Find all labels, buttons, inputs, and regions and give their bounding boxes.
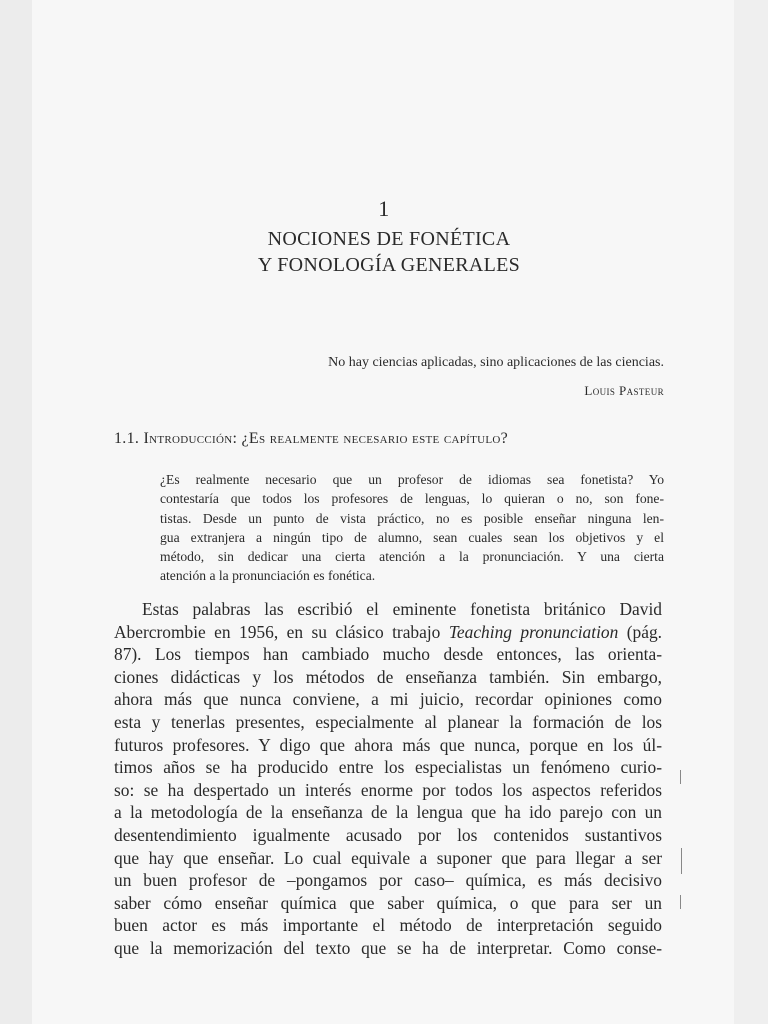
- body-line: 87). Los tiempos han cambiado mucho desde entonces, las orienta-: [114, 644, 662, 665]
- quote-line: atención a la pronunciación es fonética.: [160, 568, 376, 584]
- body-line: so: se ha despertado un interés enorme por todos los aspectos referidos: [114, 779, 662, 800]
- body-line: [114, 621, 662, 644]
- quote-line: gua extranjera a ningún tipo de alumno, sean cuales sean los objetivos y el: [160, 529, 664, 545]
- quote-line: tistas. Desde un punto de vista práctico, no es posible enseñar ninguna len-: [160, 510, 664, 526]
- epigraph-author: Louis Pasteur: [584, 383, 664, 398]
- body-paragraph: [114, 598, 662, 960]
- body-line: Estas palabras las escribió el eminente fonetista británico David: [142, 599, 662, 619]
- quote-line: contestaría que todos los profesores de lenguas, lo quieran o no, son fone-: [160, 491, 664, 507]
- chapter-title-line: NOCIONES DE FONÉTICA: [267, 228, 511, 250]
- block-quote: [160, 470, 664, 586]
- body-line: saber cómo enseñar química que saber química, o que para ser un: [114, 892, 662, 913]
- body-line: desentendimiento igualmente acusado por los contenidos sustantivos: [114, 824, 662, 845]
- body-line: un buen profesor de –pongamos por caso– química, es más decisivo: [114, 870, 662, 891]
- margin-scan-mark: [681, 848, 682, 874]
- body-line: ahora más que nunca conviene, a mi juicio, recordar opiniones como: [114, 689, 662, 710]
- margin-scan-mark: [680, 770, 681, 784]
- quote-line: ¿Es realmente necesario que un profesor de idiomas sea fonetista? Yo: [160, 472, 664, 487]
- chapter-number: 1: [378, 196, 390, 221]
- body-text-run: (pág.: [618, 621, 662, 642]
- margin-scan-mark: [680, 895, 681, 909]
- book-title-italic: Teaching pronunciation: [448, 621, 619, 642]
- body-line: que hay que enseñar. Lo cual equivale a suponer que para llegar a ser: [114, 847, 662, 868]
- body-line: a la metodología de la enseñanza de la lengua que ha ido parejo con un: [114, 802, 662, 823]
- body-line: ciones didácticas y los métodos de enseñanza también. Sin embargo,: [114, 666, 662, 687]
- epigraph-text: No hay ciencias aplicadas, sino aplicaciones de las ciencias.: [328, 355, 664, 370]
- quote-line: método, sin dedicar una cierta atención a la pronunciación. Y una cierta: [160, 549, 664, 565]
- body-line: esta y tenerlas presentes, especialmente al planear la formación de los: [114, 711, 662, 732]
- body-line: que la memorización del texto que se ha de interpretar. Como conse-: [114, 937, 662, 958]
- body-text-run: Abercrombie en 1956, en su clásico trabajo: [114, 621, 449, 642]
- section-heading: 1.1. Introducción: ¿Es realmente necesario este capítulo?: [114, 430, 509, 447]
- scan-margin-left: [0, 0, 32, 1024]
- scan-margin-right: [734, 0, 768, 1024]
- body-line: buen actor es más importante el método de interpretación seguido: [114, 915, 662, 936]
- body-line: futuros profesores. Y digo que ahora más que nunca, porque en los úl-: [114, 734, 662, 755]
- body-line: timos años se ha producido entre los especialistas un fenómeno curio-: [114, 757, 662, 778]
- chapter-title-line: Y FONOLOGÍA GENERALES: [257, 254, 521, 276]
- chapter-title: [0, 226, 768, 278]
